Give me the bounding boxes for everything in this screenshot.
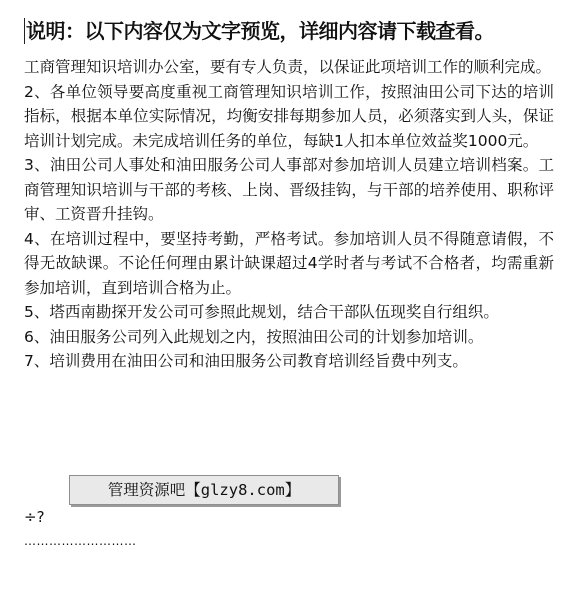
preview-notice — [24, 14, 570, 48]
watermark-banner: 管理资源吧【glzy8.com】 — [69, 475, 339, 505]
paragraph-item-5: 5、塔西南勘探开发公司可参照此规划，结合干部队伍现奖自行组织。 — [24, 303, 499, 321]
stray-symbols: ÷? — [24, 508, 45, 526]
paragraph-item-6: 6、油田服务公司列入此规划之内，按照油田公司的计划参加培训。 — [24, 327, 484, 346]
document-body — [24, 55, 554, 374]
paragraph-intro: 工商管理知识培训办公室，要有专人负责，以保证此项培训工作的顺利完成。 — [24, 58, 552, 76]
preview-notice-text: 说明：以下内容仅为文字预览，详细内容请下载查看。 — [26, 19, 494, 43]
paragraph-item-4: 4、在培训过程中，要坚持考勤，严格考试。参加培训人员不得随意请假，不得无故缺课。不论任何理由累计缺课超过4学时者与考试不合格者，均需重新参加培训，直到培训合格为止。 — [24, 229, 554, 297]
paragraph-item-3: 3、油田公司人事处和油田服务公司人事部对参加培训人员建立培训档案。工商管理知识培训与干部的考核、上岗、晋级挂钩，与干部的培养使用、职称评审、工资晋升挂钩。 — [24, 156, 554, 223]
text-cursor — [24, 18, 25, 44]
paragraph-item-7: 7、培训费用在油田公司和油田服务公司教育培训经旨费中列支。 — [24, 352, 468, 370]
paragraph-item-2: 2、各单位领导要高度重视工商管理知识培训工作，按照油田公司下达的培训指标，根据本单位实际情况，均衡安排每期参加人员，必须落实到人头，保证培训计划完成。未完成培训任务的单位，每缺1人扣本单位效益奖1000元。 — [24, 82, 554, 150]
dotted-leader: ……………………… — [24, 534, 137, 548]
